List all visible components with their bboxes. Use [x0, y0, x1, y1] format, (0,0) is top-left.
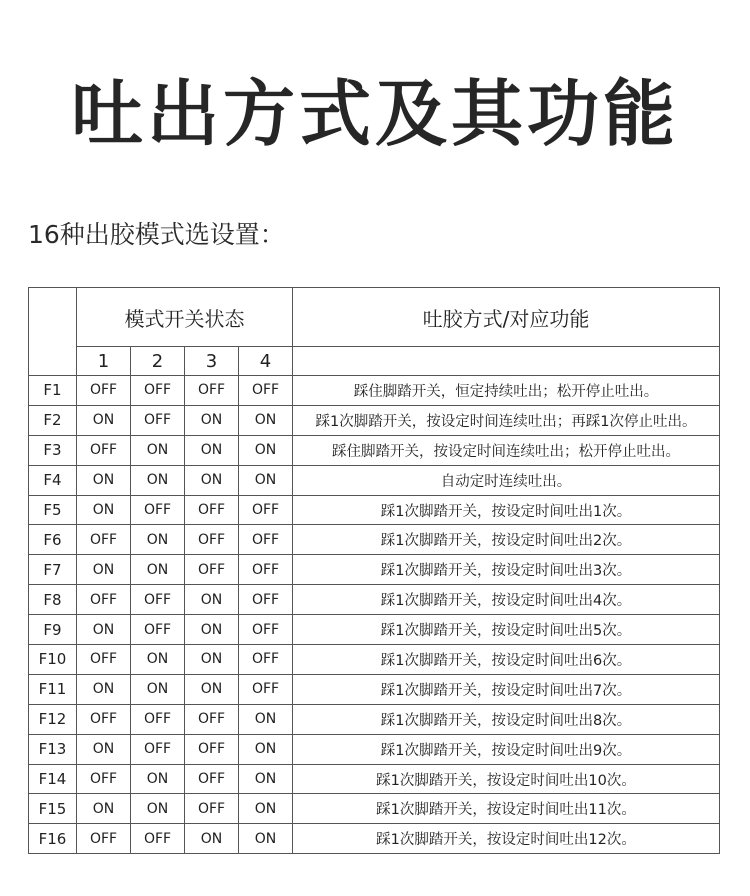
- switch-state-2: OFF: [131, 585, 185, 615]
- switch-state-2: ON: [131, 794, 185, 824]
- switch-state-2: ON: [131, 435, 185, 465]
- switch-state-4: OFF: [239, 376, 293, 406]
- mode-function: 踩1次脚踏开关，按设定时间吐出4次。: [293, 585, 720, 615]
- switch-state-2: OFF: [131, 824, 185, 854]
- table-row: [29, 405, 720, 435]
- switch-state-3: OFF: [185, 794, 239, 824]
- switch-state-1: OFF: [77, 585, 131, 615]
- switch-state-4: ON: [239, 435, 293, 465]
- mode-function: 踩住脚踏开关，恒定持续吐出；松开停止吐出。: [293, 376, 720, 406]
- mode-function: 踩1次脚踏开关，按设定时间吐出8次。: [293, 704, 720, 734]
- mode-function: 自动定时连续吐出。: [293, 465, 720, 495]
- function-subheader-blank: [293, 347, 720, 376]
- switch-state-2: ON: [131, 525, 185, 555]
- switch-state-2: ON: [131, 645, 185, 675]
- mode-id: F4: [29, 465, 77, 495]
- mode-id-header: [29, 288, 77, 376]
- subtitle: 16种出胶模式选设置：: [28, 220, 285, 249]
- table-row: [29, 465, 720, 495]
- mode-id: F5: [29, 495, 77, 525]
- switch-state-1: OFF: [77, 435, 131, 465]
- mode-id: F13: [29, 734, 77, 764]
- table-row: [29, 734, 720, 764]
- mode-id: F7: [29, 555, 77, 585]
- switch-state-1: ON: [77, 555, 131, 585]
- mode-id: F6: [29, 525, 77, 555]
- mode-id: F1: [29, 376, 77, 406]
- switch-state-4: OFF: [239, 525, 293, 555]
- switch-state-3: OFF: [185, 555, 239, 585]
- page-title: 吐出方式及其功能: [70, 72, 679, 156]
- switch-state-3: OFF: [185, 495, 239, 525]
- switch-state-4: ON: [239, 794, 293, 824]
- switch-state-1: OFF: [77, 645, 131, 675]
- mode-function: 踩1次脚踏开关，按设定时间吐出6次。: [293, 645, 720, 675]
- switch-state-2: OFF: [131, 495, 185, 525]
- table-row: [29, 585, 720, 615]
- switch-state-2: OFF: [131, 734, 185, 764]
- mode-id: F2: [29, 405, 77, 435]
- function-header: 吐胶方式/对应功能: [293, 288, 720, 347]
- switch-state-4: OFF: [239, 645, 293, 675]
- table-row: [29, 525, 720, 555]
- switch-state-1: OFF: [77, 704, 131, 734]
- mode-table: [28, 287, 720, 854]
- table-row: [29, 555, 720, 585]
- switch-state-4: ON: [239, 405, 293, 435]
- mode-id: F14: [29, 764, 77, 794]
- mode-function: 踩1次脚踏开关，按设定时间吐出12次。: [293, 824, 720, 854]
- switch-group-header: 模式开关状态: [77, 288, 293, 347]
- switch-state-3: OFF: [185, 376, 239, 406]
- switch-state-3: OFF: [185, 525, 239, 555]
- switch-state-3: ON: [185, 405, 239, 435]
- switch-state-3: OFF: [185, 764, 239, 794]
- table-row: [29, 794, 720, 824]
- mode-rows: [29, 376, 720, 854]
- switch-number-3: 3: [185, 347, 239, 376]
- switch-state-1: ON: [77, 465, 131, 495]
- switch-state-3: OFF: [185, 704, 239, 734]
- switch-state-4: ON: [239, 704, 293, 734]
- switch-state-1: OFF: [77, 525, 131, 555]
- table-row: [29, 764, 720, 794]
- switch-state-3: ON: [185, 645, 239, 675]
- switch-state-3: ON: [185, 465, 239, 495]
- switch-state-2: ON: [131, 465, 185, 495]
- switch-state-2: OFF: [131, 405, 185, 435]
- switch-state-1: ON: [77, 734, 131, 764]
- mode-id: F3: [29, 435, 77, 465]
- mode-function: 踩1次脚踏开关，按设定时间吐出5次。: [293, 615, 720, 645]
- table-row: [29, 824, 720, 854]
- mode-id: F16: [29, 824, 77, 854]
- mode-function: 踩1次脚踏开关，按设定时间吐出7次。: [293, 674, 720, 704]
- switch-state-1: OFF: [77, 824, 131, 854]
- mode-function: 踩1次脚踏开关，按设定时间吐出11次。: [293, 794, 720, 824]
- mode-function: 踩1次脚踏开关，按设定时间吐出2次。: [293, 525, 720, 555]
- mode-id: F9: [29, 615, 77, 645]
- mode-function: 踩1次脚踏开关，按设定时间吐出10次。: [293, 764, 720, 794]
- switch-state-4: OFF: [239, 555, 293, 585]
- mode-id: F12: [29, 704, 77, 734]
- switch-state-1: ON: [77, 674, 131, 704]
- table-row: [29, 674, 720, 704]
- table-row: [29, 435, 720, 465]
- switch-state-4: OFF: [239, 585, 293, 615]
- switch-state-1: ON: [77, 794, 131, 824]
- table-row: [29, 645, 720, 675]
- mode-id: F10: [29, 645, 77, 675]
- table-row: [29, 495, 720, 525]
- switch-state-3: ON: [185, 585, 239, 615]
- switch-state-1: ON: [77, 615, 131, 645]
- switch-state-3: ON: [185, 674, 239, 704]
- table-row: [29, 704, 720, 734]
- switch-state-3: ON: [185, 824, 239, 854]
- table-row: [29, 376, 720, 406]
- switch-state-3: ON: [185, 435, 239, 465]
- switch-state-1: ON: [77, 495, 131, 525]
- switch-state-4: OFF: [239, 674, 293, 704]
- switch-state-2: OFF: [131, 704, 185, 734]
- switch-state-4: OFF: [239, 615, 293, 645]
- switch-state-2: ON: [131, 674, 185, 704]
- switch-state-4: ON: [239, 465, 293, 495]
- switch-state-1: ON: [77, 405, 131, 435]
- switch-state-3: OFF: [185, 734, 239, 764]
- switch-state-1: OFF: [77, 376, 131, 406]
- mode-id: F11: [29, 674, 77, 704]
- switch-number-1: 1: [77, 347, 131, 376]
- switch-state-2: OFF: [131, 615, 185, 645]
- mode-function: 踩1次脚踏开关，按设定时间吐出9次。: [293, 734, 720, 764]
- switch-state-2: OFF: [131, 376, 185, 406]
- switch-state-4: ON: [239, 734, 293, 764]
- switch-state-4: ON: [239, 764, 293, 794]
- mode-id: F8: [29, 585, 77, 615]
- switch-state-2: ON: [131, 764, 185, 794]
- table-row: [29, 615, 720, 645]
- mode-id: F15: [29, 794, 77, 824]
- switch-state-1: OFF: [77, 764, 131, 794]
- switch-number-4: 4: [239, 347, 293, 376]
- switch-state-4: ON: [239, 824, 293, 854]
- switch-number-2: 2: [131, 347, 185, 376]
- mode-function: 踩1次脚踏开关，按设定时间连续吐出；再踩1次停止吐出。: [293, 405, 720, 435]
- switch-state-4: OFF: [239, 495, 293, 525]
- mode-function: 踩1次脚踏开关，按设定时间吐出3次。: [293, 555, 720, 585]
- switch-state-2: ON: [131, 555, 185, 585]
- switch-state-3: ON: [185, 615, 239, 645]
- mode-function: 踩住脚踏开关，按设定时间连续吐出；松开停止吐出。: [293, 435, 720, 465]
- mode-function: 踩1次脚踏开关，按设定时间吐出1次。: [293, 495, 720, 525]
